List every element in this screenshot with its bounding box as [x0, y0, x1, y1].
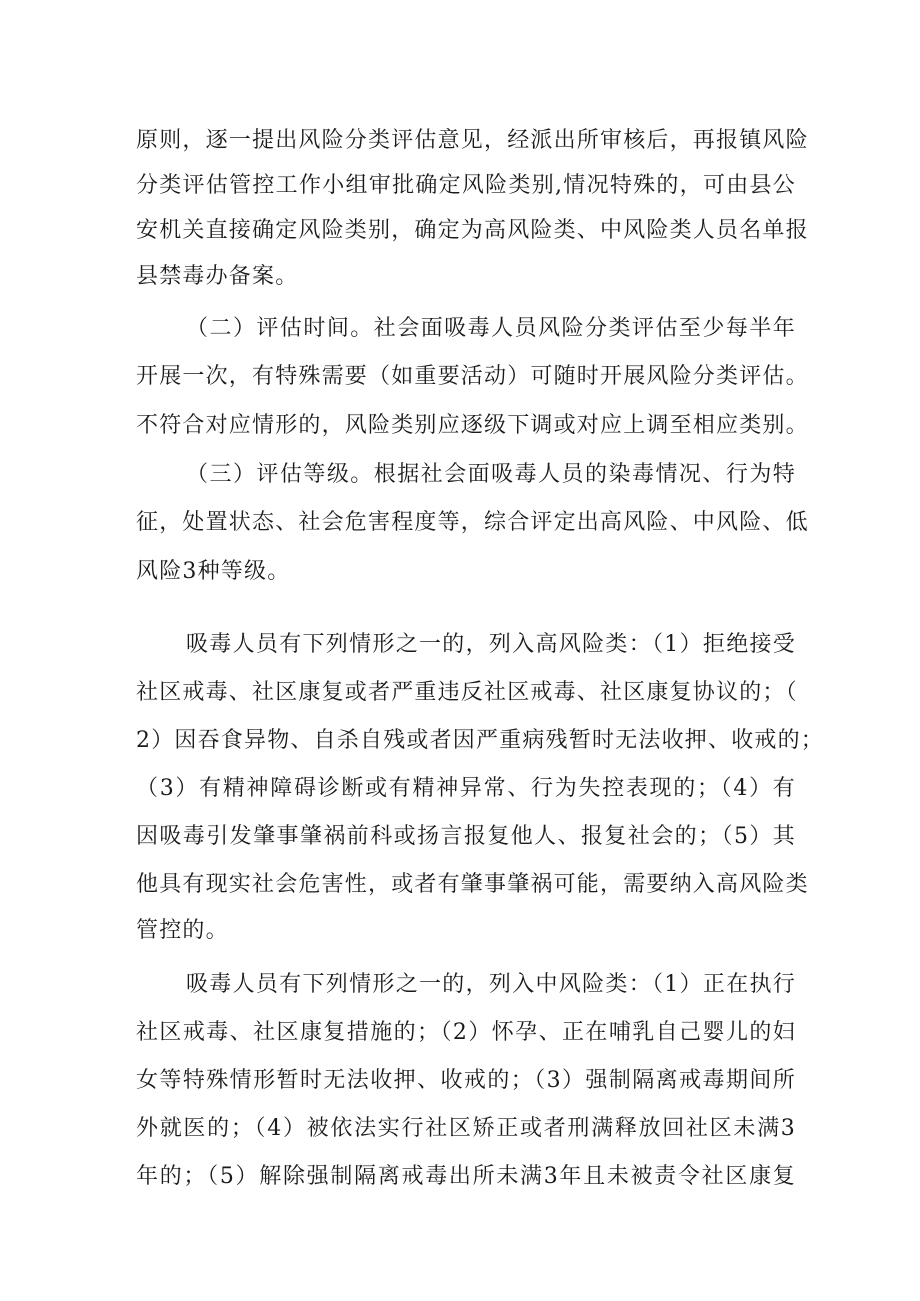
text-line: 2）因吞食异物、自杀自残或者因严重病残暂时无法收押、收戒的； — [136, 728, 824, 753]
text-line: 征，处置状态、社会危害程度等，综合评定出高风险、中风险、低 — [136, 510, 809, 535]
text-line: 社区戒毒、社区康复或者严重违反社区戒毒、社区康复协议的；（ — [136, 680, 798, 705]
text-line: 社区戒毒、社区康复措施的；（2）怀孕、正在哺乳自己婴儿的妇 — [136, 1020, 796, 1045]
text-line: 外就医的；（4）被依法实行社区矫正或者刑满释放回社区未满3 — [136, 1116, 796, 1141]
text-line: 不符合对应情形的，风险类别应逐级下调或对应上调至相应类别。 — [136, 413, 809, 438]
text-line: 县禁毒办备案。 — [136, 264, 299, 289]
text-line: 安机关直接确定风险类别，确定为高风险类、中风险类人员名单报 — [136, 218, 809, 243]
paragraph-heading-line: （三）评估等级。根据社会面吸毒人员的染毒情况、行为特 — [186, 462, 796, 487]
text-line: 因吸毒引发肇事肇祸前科或扬言报复他人、报复社会的；（5）其 — [136, 824, 796, 849]
text-line: 他具有现实社会危害性，或者有肇事肇祸可能，需要纳入高风险类 — [136, 872, 809, 897]
paragraph-line: 吸毒人员有下列情形之一的，列入高风险类：（1）拒绝接受 — [186, 632, 796, 657]
paragraph-line: 吸毒人员有下列情形之一的，列入中风险类：（1）正在执行 — [186, 972, 796, 997]
text-line: 开展一次，有特殊需要（如重要活动）可随时开展风险分类评估。 — [136, 364, 809, 389]
text-line: 原则，逐一提出风险分类评估意见，经派出所审核后，再报镇风险 — [136, 128, 809, 153]
text-line: 管控的。 — [136, 918, 229, 943]
text-line: 年的；（5）解除强制隔离戒毒出所未满3年且未被责令社区康复 — [136, 1164, 796, 1189]
text-line: 女等特殊情形暂时无法收押、收戒的；（3）强制隔离戒毒期间所 — [136, 1068, 796, 1093]
text-line: （3）有精神障碍诊断或有精神异常、行为失控表现的；（4）有 — [136, 776, 796, 801]
text-line: 分类评估管控工作小组审批确定风险类别,情况特殊的，可由县公 — [136, 173, 796, 198]
paragraph-heading-line: （二）评估时间。社会面吸毒人员风险分类评估至少每半年 — [186, 316, 796, 341]
text-line: 风险3种等级。 — [136, 559, 291, 584]
